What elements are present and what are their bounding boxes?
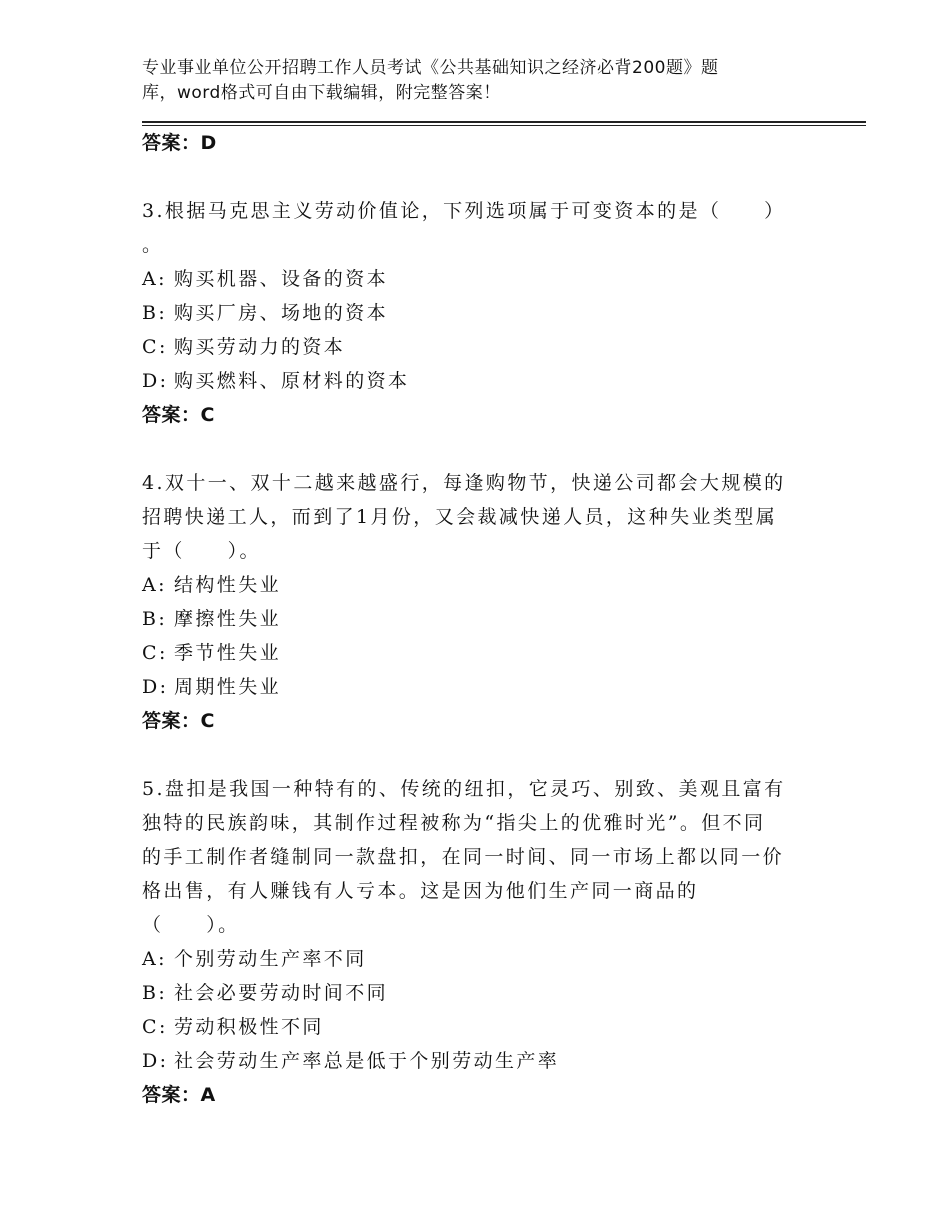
answer-label: 答案：C: [142, 404, 215, 426]
option-letter: A:: [142, 948, 167, 970]
question-stem: [142, 772, 802, 942]
header-divider: [142, 121, 866, 123]
question-stem: [142, 194, 802, 262]
option-d: [142, 670, 802, 704]
answer-label: 答案：D: [142, 132, 217, 154]
header-line: 库，word格式可自由下载编辑，附完整答案！: [142, 83, 501, 103]
option-text: 结构性失业: [174, 574, 282, 596]
option-letter: B:: [142, 982, 168, 1004]
option-text: 购买厂房、场地的资本: [174, 302, 389, 324]
stem-line: 5.盘扣是我国一种特有的、传统的纽扣，它灵巧、别致、美观且富有: [142, 778, 786, 800]
option-letter: D:: [142, 370, 169, 392]
page-header: [142, 56, 782, 106]
question-5: [142, 772, 802, 1112]
option-b: [142, 296, 802, 330]
option-letter: A:: [142, 268, 167, 290]
option-text: 季节性失业: [174, 642, 282, 664]
option-d: [142, 364, 802, 398]
option-a: [142, 568, 802, 602]
option-text: 社会劳动生产率总是低于个别劳动生产率: [174, 1050, 560, 1072]
option-text: 购买机器、设备的资本: [174, 268, 389, 290]
option-b: [142, 602, 802, 636]
answer-label: 答案：C: [142, 710, 215, 732]
option-c: [142, 330, 802, 364]
option-letter: D:: [142, 676, 169, 698]
option-letter: B:: [142, 302, 168, 324]
question-3: [142, 194, 802, 432]
option-text: 劳动积极性不同: [174, 1016, 324, 1038]
option-text: 周期性失业: [174, 676, 282, 698]
stem-line: 招聘快递工人，而到了1月份，又会裁减快递人员，这种失业类型属: [142, 506, 778, 528]
option-a: [142, 262, 802, 296]
option-text: 社会必要劳动时间不同: [174, 982, 389, 1004]
option-b: [142, 976, 802, 1010]
stem-line: 格出售，有人赚钱有人亏本。这是因为他们生产同一商品的: [142, 880, 699, 902]
stem-line: 的手工制作者缝制同一款盘扣，在同一时间、同一市场上都以同一价: [142, 846, 785, 868]
stem-line: 独特的民族韵味，其制作过程被称为“指尖上的优雅时光”。但不同: [142, 812, 766, 834]
stem-line: 3.根据马克思主义劳动价值论，下列选项属于可变资本的是（ ）: [142, 200, 786, 222]
option-letter: D:: [142, 1050, 169, 1072]
option-letter: C:: [142, 1016, 168, 1038]
question-4: [142, 466, 802, 738]
document-body: [142, 126, 802, 1112]
option-a: [142, 942, 802, 976]
option-text: 个别劳动生产率不同: [174, 948, 367, 970]
option-text: 购买劳动力的资本: [174, 336, 346, 358]
stem-line: 于（ ）。: [142, 540, 261, 562]
answer-label: 答案：A: [142, 1084, 216, 1106]
stem-line: 4.双十一、双十二越来越盛行，每逢购物节，快递公司都会大规模的: [142, 472, 786, 494]
header-line: 专业事业单位公开招聘工作人员考试《公共基础知识之经济必背200题》题: [142, 58, 719, 78]
option-text: 摩擦性失业: [174, 608, 282, 630]
option-letter: C:: [142, 336, 168, 358]
option-d: [142, 1044, 802, 1078]
option-text: 购买燃料、原材料的资本: [174, 370, 410, 392]
stem-line: （ ）。: [142, 914, 240, 936]
question-stem: [142, 466, 802, 568]
stem-line: 。: [142, 234, 164, 256]
option-c: [142, 636, 802, 670]
option-letter: B:: [142, 608, 168, 630]
option-letter: C:: [142, 642, 168, 664]
option-c: [142, 1010, 802, 1044]
option-letter: A:: [142, 574, 167, 596]
